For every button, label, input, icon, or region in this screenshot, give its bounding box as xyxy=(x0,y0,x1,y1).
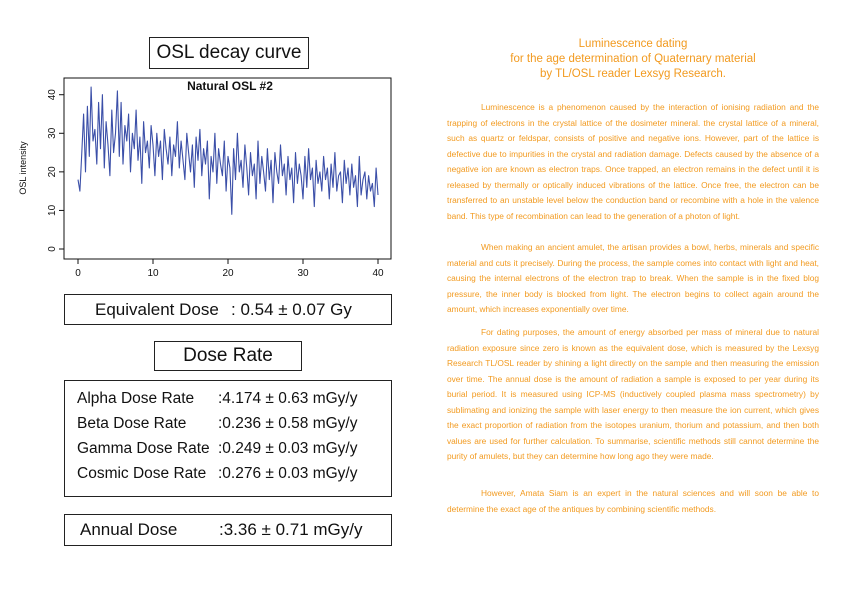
series-line xyxy=(78,87,378,214)
dose-rate-value: :0.236 ± 0.58 mGy/y xyxy=(218,415,358,432)
y-tick-label: 20 xyxy=(47,166,58,178)
x-tick-label: 10 xyxy=(147,268,159,279)
dose-rate-row-beta xyxy=(77,415,357,433)
dose-rate-row-alpha xyxy=(77,390,357,408)
dose-rate-label: Alpha Dose Rate xyxy=(77,390,195,407)
dose-rate-title-box xyxy=(154,341,302,371)
osl-decay-chart xyxy=(14,72,394,290)
y-axis-label: OSL intensity xyxy=(18,141,28,195)
x-tick-label: 30 xyxy=(297,268,309,279)
dose-rate-label: Beta Dose Rate xyxy=(77,415,187,432)
dose-rate-label: Gamma Dose Rate xyxy=(77,440,210,457)
equivalent-dose-box xyxy=(64,294,392,325)
paragraph-text: Luminescence is a phenomenon caused by the interaction of ionising radiation and the trapping of electrons in the crystal lattice of the dosimeter mineral. the crystal lattice of a mineral, such as quartz or feldspar, consists of positive and negative ions. However, part of the lattice is defective due to impurities in the crystal and radiation damage. Defects caused by the absence of a negative ion are known as electron traps. Once trapped, an electron remains in the defect until it is released by thermally or optically induced vibrations of the lattice. Once free, the electron can be transferred to an unstable level below the conduction band or recombine with a hole in the valence band. This type of recombination can lead to the generation of a photon of light. xyxy=(447,102,819,221)
article-paragraph xyxy=(447,486,819,517)
y-tick-label: 30 xyxy=(47,127,58,139)
osl-decay-title-box xyxy=(149,37,309,69)
paragraph-text: For dating purposes, the amount of energy absorbed per mass of mineral due to natural radiation exposure since zero is known as the equivalent dose, which is measured by the Lexsyg Research TL/OSL reader by shining a light directly on the sample and then measuring the emission over time. The annual dose is the amount of radiation a sample is exposed to per year during its burial period. It is measured using ICP-MS (inductively coupled plasma mass spectrometry) by sublimating and ionizing the sample with laser energy to then measure the ion current, which gives the exact proportion of radiation from the isotopes uranium, thorium and potassium, and then both values are used for further calculation. To summarise, scientific methods still cannot determine the purity of amulets, but they can determine how long ago they were made. xyxy=(447,327,819,461)
y-tick-label: 40 xyxy=(47,89,58,101)
dose-rate-title: Dose Rate xyxy=(183,345,273,366)
paragraph-text: However, Amata Siam is an expert in the natural sciences and will soon be able to determine the exact age of the antiques by combining scientific methods. xyxy=(447,488,819,514)
annual-dose-box xyxy=(64,514,392,546)
article-heading xyxy=(447,37,819,82)
dose-rates-box xyxy=(64,380,392,497)
annual-dose-label: Annual Dose xyxy=(80,520,178,539)
paragraph-text: When making an ancient amulet, the artisan provides a bowl, herbs, minerals and specific material and cuts it precisely. During the process, the sample comes into contact with light and heat, causing the internal electrons of the electron trap to break. When the sample is in the fixed blog pressure, the inner body is blocked from light. The electron begins to collect again around the amount, which increases exponentially over time. xyxy=(447,242,819,314)
dose-rate-label: Cosmic Dose Rate xyxy=(77,465,207,482)
dose-rate-value: :4.174 ± 0.63 mGy/y xyxy=(218,390,358,407)
article-paragraph xyxy=(447,325,819,465)
heading-line: by TL/OSL reader Lexsyg Research. xyxy=(539,68,726,80)
heading-line: for the age determination of Quaternary material xyxy=(510,53,756,65)
dose-rate-value: :0.276 ± 0.03 mGy/y xyxy=(218,465,358,482)
dose-rate-row-gamma xyxy=(77,440,357,458)
equivalent-dose-value: : 0.54 ± 0.07 Gy xyxy=(231,300,352,319)
x-tick-label: 40 xyxy=(372,268,384,279)
equivalent-dose-label: Equivalent Dose xyxy=(95,300,219,319)
article-paragraph xyxy=(447,240,819,318)
annual-dose-value: :3.36 ± 0.71 mGy/y xyxy=(219,520,363,539)
dose-rate-row-cosmic xyxy=(77,465,357,483)
y-tick-label: 10 xyxy=(47,204,58,216)
y-tick-label: 0 xyxy=(47,246,58,252)
x-tick-label: 0 xyxy=(75,268,81,279)
dose-rate-value: :0.249 ± 0.03 mGy/y xyxy=(218,440,358,457)
article-paragraph xyxy=(447,100,819,224)
x-tick-label: 20 xyxy=(222,268,234,279)
osl-decay-title: OSL decay curve xyxy=(156,42,302,63)
chart-title: Natural OSL #2 xyxy=(187,79,273,93)
heading-line: Luminescence dating xyxy=(578,38,688,50)
